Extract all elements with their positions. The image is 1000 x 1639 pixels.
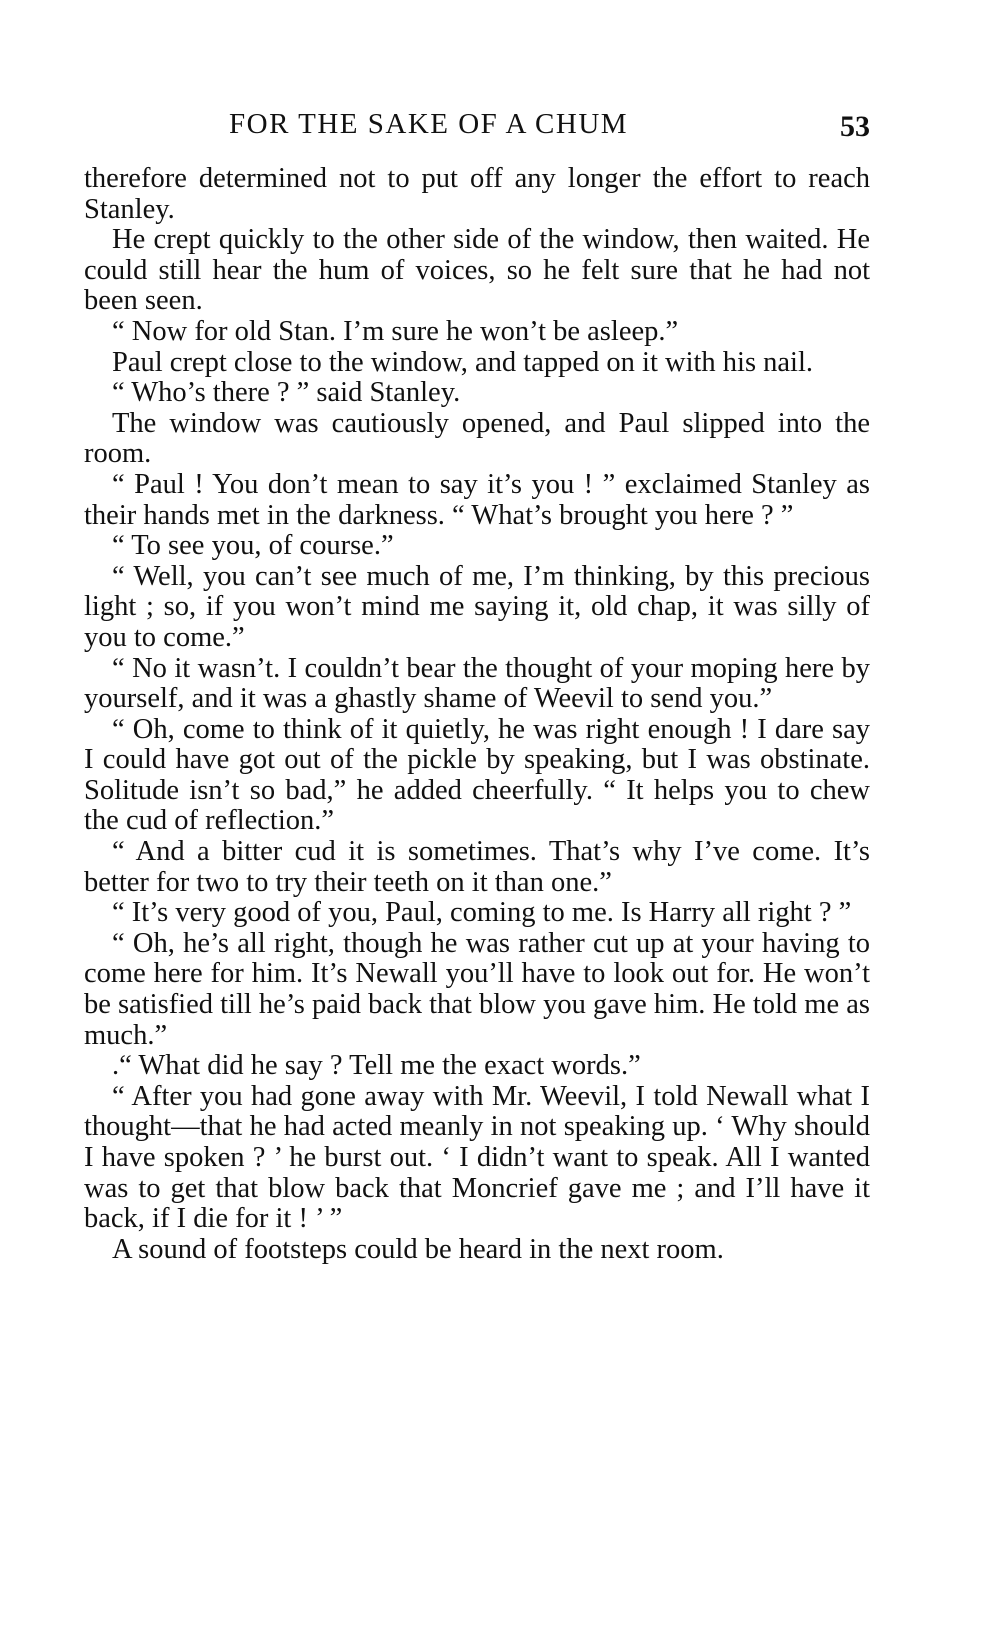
paragraph: He crept quickly to the other side of the window, then waited. He could still hear the hum of voices, so he felt sure that he had not been seen. bbox=[84, 224, 870, 317]
body-text bbox=[84, 164, 870, 1265]
paragraph: “ Who’s there ? ” said Stanley. bbox=[112, 377, 461, 409]
paragraph: “ Well, you can’t see much of me, I’m thinking, by this precious light ; so, if you won’t mind me saying it, old chap, it was silly of you to come.” bbox=[84, 560, 870, 653]
paragraph: “ It’s very good of you, Paul, coming to me. Is Harry all right ? ” bbox=[112, 897, 852, 929]
running-title: FOR THE SAKE OF A CHUM bbox=[229, 108, 629, 140]
paragraph: “ Oh, come to think of it quietly, he was right enough ! I dare say I could have got out of the pickle by speaking, but I was obstinate. Solitude isn’t so bad,” he added cheerfully. “ It helps you to chew the cud of reflection.” bbox=[84, 713, 870, 837]
paragraph: “ Paul ! You don’t mean to say it’s you ! ” exclaimed Stanley as their hands met in the darkness. “ What’s brought you here ? ” bbox=[84, 468, 870, 531]
paragraph: “ Now for old Stan. I’m sure he won’t be asleep.” bbox=[112, 315, 679, 347]
paragraph: “ Oh, he’s all right, though he was rather cut up at your having to come here for him. It’s Newall you’ll have to look out for. He won’t be satisfied till he’s paid back that blow you gave him. He told me as much.” bbox=[84, 927, 870, 1051]
running-head bbox=[84, 108, 870, 148]
page-number: 53 bbox=[840, 110, 870, 143]
paragraph: The window was cautiously opened, and Paul slipped into the room. bbox=[84, 407, 870, 470]
paragraph: .“ What did he say ? Tell me the exact words.” bbox=[112, 1050, 641, 1082]
paragraph: “ No it wasn’t. I couldn’t bear the thought of your moping here by yourself, and it was a ghastly shame of Weevil to send you.” bbox=[84, 652, 870, 715]
paragraph: A sound of footsteps could be heard in the next room. bbox=[112, 1233, 724, 1265]
paragraph: “ And a bitter cud it is sometimes. That’s why I’ve come. It’s better for two to try their teeth on it than one.” bbox=[84, 836, 870, 898]
paragraph: Paul crept close to the window, and tapped on it with his nail. bbox=[112, 346, 814, 378]
paragraph: “ After you had gone away with Mr. Weevil, I told Newall what I thought—that he had acted meanly in not speaking up. ‘ Why should I have spoken ? ’ he burst out. ‘ I didn’t want to speak. All I wanted was to get that blow back that Moncrief gave me ; and I’ll have it back, if I die for it ! ’ ” bbox=[84, 1080, 870, 1235]
paragraph: therefore determined not to put off any longer the effort to reach Stanley. bbox=[84, 163, 870, 225]
paragraph: “ To see you, of course.” bbox=[112, 530, 394, 562]
